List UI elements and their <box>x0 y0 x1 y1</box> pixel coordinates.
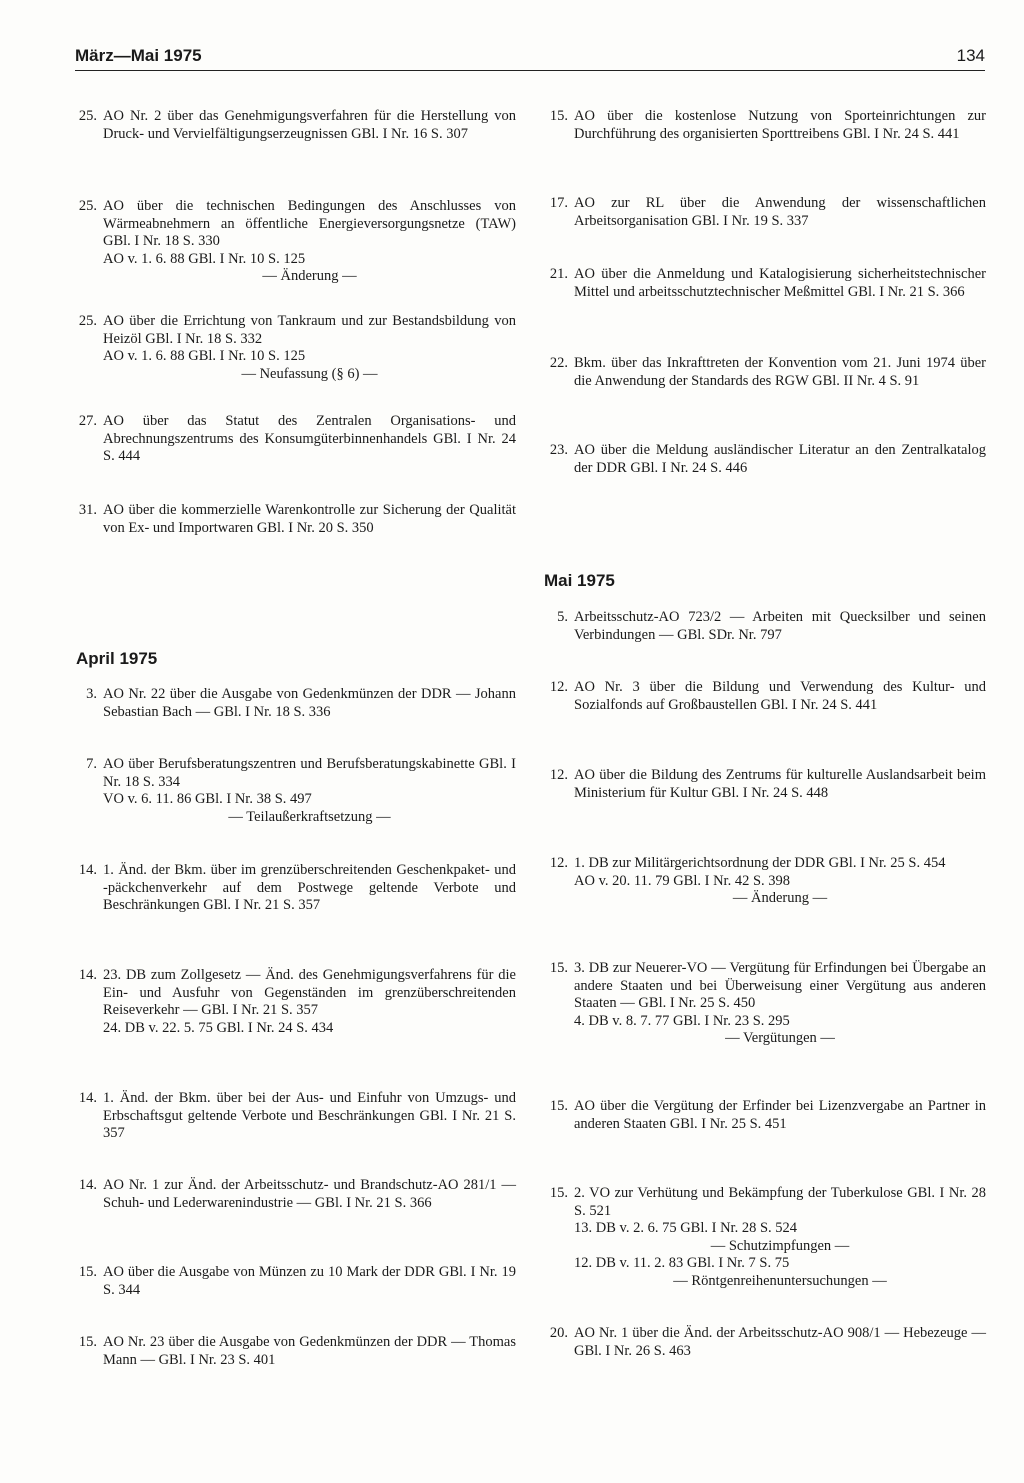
page-number: 134 <box>956 46 985 65</box>
entry-text: Arbeitsschutz-AO 723/2 — Arbeiten mit Quecksilber und seinen Verbindungen — GBl. SDr. Nr. 797 <box>574 609 986 643</box>
entry-note: — Änderung — <box>732 890 828 906</box>
entry <box>549 355 986 390</box>
entry-text: AO über die kommerzielle Warenkontrolle zur Sicherung der Qualität von Ex- und Importwaren GBl. I Nr. 20 S. 350 <box>103 502 516 536</box>
entry-date: 20. <box>549 1325 568 1341</box>
entry <box>549 1185 986 1290</box>
entry-date: 14. <box>78 1177 97 1193</box>
entry-note: — Teilaußerkraftsetzung — <box>228 808 391 825</box>
entry-text: AO über die Bildung des Zentrums für kulturelle Auslandsarbeit beim Ministerium für Kultur GBl. I Nr. 24 S. 448 <box>574 767 986 801</box>
entry-text: AO Nr. 22 über die Ausgabe von Gedenkmünzen der DDR — Johann Sebastian Bach — GBl. I Nr. 18 S. 336 <box>103 686 516 720</box>
entry-note: — Röntgenreihenuntersuchungen — <box>673 1272 887 1289</box>
entry-date: 25. <box>78 198 97 214</box>
entry-text: AO Nr. 3 über die Bildung und Verwendung des Kultur- und Sozialfonds auf Großbaustellen GBl. I Nr. 24 S. 441 <box>574 679 986 713</box>
entry-text: AO über die kostenlose Nutzung von Sporteinrichtungen zur Durchführung des organisierten Sporttreibens GBl. I Nr. 24 S. 441 <box>574 108 986 142</box>
entry <box>549 1325 986 1360</box>
entry-date: 25. <box>78 313 97 329</box>
entry-date: 14. <box>78 862 97 878</box>
entry-amendment: AO v. 20. 11. 79 GBl. I Nr. 42 S. 398 <box>574 872 791 889</box>
entry-text: Bkm. über das Inkrafttreten der Konvention vom 21. Juni 1974 über die Anwendung der Standards des RGW GBl. II Nr. 4 S. 91 <box>574 355 986 389</box>
entry <box>78 413 516 466</box>
entry-date: 5. <box>557 609 568 625</box>
entry-amendment: VO v. 6. 11. 86 GBl. I Nr. 38 S. 497 <box>103 791 312 807</box>
entry-text: AO Nr. 1 zur Änd. der Arbeitsschutz- und Brandschutz-AO 281/1 — Schuh- und Lederwarenindustrie — GBl. I Nr. 21 S. 366 <box>103 1177 516 1211</box>
entry <box>78 1090 516 1143</box>
entry-amendment: AO v. 1. 6. 88 GBl. I Nr. 10 S. 125 <box>103 348 306 364</box>
entry-date: 7. <box>86 756 97 772</box>
entry <box>78 1264 516 1299</box>
entry-date: 22. <box>549 355 568 371</box>
section-heading-mai: Mai 1975 <box>544 571 615 590</box>
entry-text: AO über das Statut des Zentralen Organisations- und Abrechnungszentrums des Konsumgüterbinnenhandels GBl. I Nr. 24 S. 444 <box>103 413 516 464</box>
entry-note: — Vergütungen — <box>725 1030 835 1046</box>
entry-date: 31. <box>78 502 97 518</box>
entry-date: 15. <box>78 1264 97 1280</box>
entry-note: — Änderung — <box>262 268 357 284</box>
entry <box>78 313 516 383</box>
entry-text: 1. Änd. der Bkm. über bei der Aus- und Einfuhr von Umzugs- und Erbschaftsgut geltende Verbote und Beschränkungen GBl. I Nr. 21 S. 357 <box>103 1090 516 1141</box>
entry <box>78 1334 516 1369</box>
entry-text: AO über die Errichtung von Tankraum und zur Bestandsbildung von Heizöl GBl. I Nr. 18 S. 332 <box>103 313 516 347</box>
entry <box>549 679 986 714</box>
entry-date: 17. <box>549 195 568 211</box>
entry-amendment: 24. DB v. 22. 5. 75 GBl. I Nr. 24 S. 434 <box>103 1019 334 1036</box>
entry-date: 15. <box>549 960 568 976</box>
entry <box>549 266 986 301</box>
entry-date: 15. <box>549 1185 568 1201</box>
entry-date: 21. <box>549 266 568 282</box>
entry-amendment: 12. DB v. 11. 2. 83 GBl. I Nr. 7 S. 75 <box>574 1255 790 1271</box>
header-title: März—Mai 1975 <box>75 46 202 65</box>
entry <box>78 862 516 915</box>
entry <box>78 198 516 286</box>
page-header <box>75 46 985 68</box>
entry-amendment: AO v. 1. 6. 88 GBl. I Nr. 10 S. 125 <box>103 250 306 267</box>
entry-text: AO Nr. 23 über die Ausgabe von Gedenkmünzen der DDR — Thomas Mann — GBl. I Nr. 23 S. 401 <box>103 1334 516 1368</box>
entry <box>86 686 516 721</box>
entry <box>78 502 516 537</box>
entry <box>549 195 986 230</box>
entry-note: — Neufassung (§ 6) — <box>241 365 378 382</box>
entry-date: 25. <box>78 108 97 124</box>
entry-date: 14. <box>78 967 97 983</box>
entry-text: AO über die Meldung ausländischer Literatur an den Zentralkatalog der DDR GBl. I Nr. 24 S. 446 <box>574 442 986 476</box>
entry-amendment: 13. DB v. 2. 6. 75 GBl. I Nr. 28 S. 524 <box>574 1220 798 1236</box>
entry <box>549 960 986 1048</box>
entry-date: 27. <box>78 413 97 429</box>
entry-text: AO zur RL über die Anwendung der wissenschaftlichen Arbeitsorganisation GBl. I Nr. 19 S. 337 <box>574 195 986 229</box>
entry <box>86 756 516 826</box>
entry-date: 23. <box>549 442 568 458</box>
entry <box>549 442 986 477</box>
section-heading-april: April 1975 <box>76 649 158 668</box>
entry <box>549 108 986 143</box>
entry <box>78 967 516 1037</box>
entry <box>549 1098 986 1133</box>
entry-text: 1. Änd. der Bkm. über im grenzüberschreitenden Geschenkpaket- und -päckchenverkehr auf dem Postwege geltende Verbote und Beschränkungen GBl. I Nr. 21 S. 357 <box>103 862 516 913</box>
entry-date: 12. <box>549 767 568 783</box>
entry-date: 3. <box>86 686 97 702</box>
header-rule <box>75 70 985 71</box>
entry-text: 3. DB zur Neuerer-VO — Vergütung für Erfindungen bei Übergabe an andere Staaten und bei Überweisung einer Vergütung aus anderen Staaten — GBl. I Nr. 25 S. 450 <box>574 960 986 1011</box>
entry-date: 15. <box>78 1334 97 1350</box>
entry-text: 1. DB zur Militärgerichtsordnung der DDR GBl. I Nr. 25 S. 454 <box>574 855 946 871</box>
entry-text: AO über die technischen Bedingungen des Anschlusses von Wärmeabnehmern an öffentliche Energieversorgungsnetze (TAW) GBl. I Nr. 18 S. 330 <box>103 198 516 249</box>
entry <box>557 609 986 644</box>
entry-amendment: 4. DB v. 8. 7. 77 GBl. I Nr. 23 S. 295 <box>574 1012 790 1029</box>
entry-text: AO über die Anmeldung und Katalogisierung sicherheitstechnischer Mittel und arbeitsschutztechnischer Meßmittel GBl. I Nr. 21 S. 366 <box>574 266 986 300</box>
entry-text: AO Nr. 1 über die Änd. der Arbeitsschutz-AO 908/1 — Hebezeuge — GBl. I Nr. 26 S. 463 <box>574 1325 986 1359</box>
entry-date: 12. <box>549 855 568 871</box>
entry-date: 15. <box>549 1098 568 1114</box>
entry-text: AO über Berufsberatungszentren und Berufsberatungskabinette GBl. I Nr. 18 S. 334 <box>103 756 516 790</box>
entry-text: AO über die Ausgabe von Münzen zu 10 Mark der DDR GBl. I Nr. 19 S. 344 <box>103 1264 516 1298</box>
entry-date: 12. <box>549 679 568 695</box>
entry-text: AO über die Vergütung der Erfinder bei Lizenzvergabe an Partner in anderen Staaten GBl. I Nr. 25 S. 451 <box>574 1098 986 1132</box>
entry-text: AO Nr. 2 über das Genehmigungsverfahren für die Herstellung von Druck- und Vervielfältigungserzeugnissen GBl. I Nr. 16 S. 307 <box>103 108 516 142</box>
entry <box>78 108 516 143</box>
entry-date: 14. <box>78 1090 97 1106</box>
entry-text: 2. VO zur Verhütung und Bekämpfung der Tuberkulose GBl. I Nr. 28 S. 521 <box>574 1185 986 1219</box>
entry <box>78 1177 516 1212</box>
entry-text: 23. DB zum Zollgesetz — Änd. des Genehmigungsverfahrens für die Ein- und Ausfuhr von Gegenständen im grenzüberschreitenden Reiseverkehr — GBl. I Nr. 21 S. 357 <box>103 967 516 1018</box>
entry-note: — Schutzimpfungen — <box>710 1237 850 1254</box>
entry <box>549 767 986 802</box>
entry <box>549 855 986 908</box>
entry-date: 15. <box>549 108 568 124</box>
